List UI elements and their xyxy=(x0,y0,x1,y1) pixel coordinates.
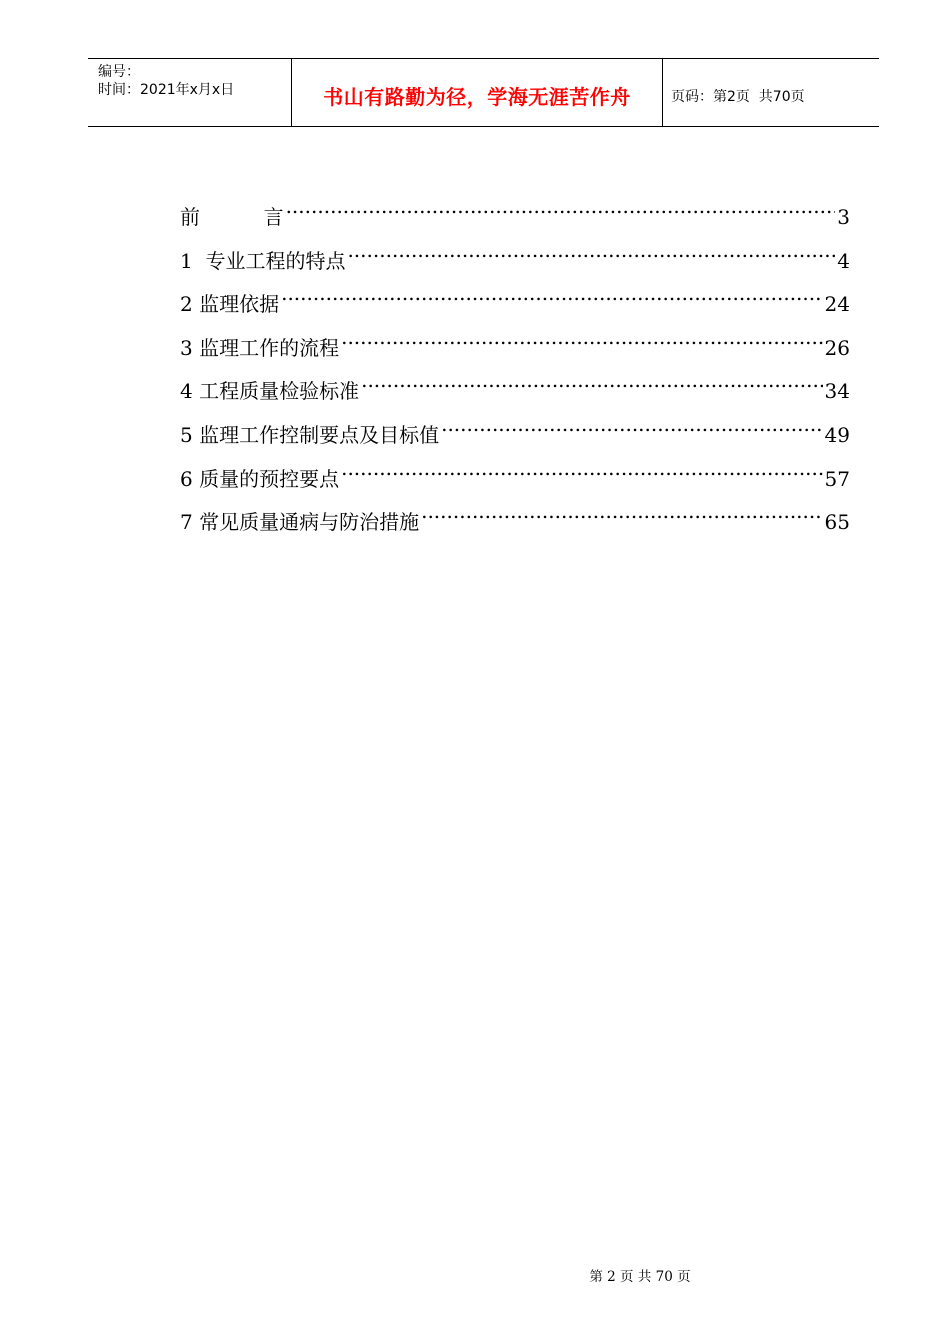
toc-leader-dots xyxy=(361,362,822,398)
toc-entry-title: 4 工程质量检验标准 xyxy=(180,379,360,404)
toc-entry-title: 7 常见质量通病与防治措施 xyxy=(180,510,420,535)
number-label: 编号： xyxy=(98,64,140,80)
toc-entry[interactable] xyxy=(180,275,850,319)
footer-page-number: 第 2 页 共 70 页 xyxy=(589,1269,691,1285)
header-motto-cell xyxy=(291,59,663,126)
toc-leader-dots xyxy=(341,450,822,486)
toc-entry-page: 65 xyxy=(823,504,850,540)
toc-entry[interactable] xyxy=(180,362,850,406)
toc-entry-page: 34 xyxy=(823,373,850,409)
toc-entry-title: 前 言 xyxy=(180,205,284,229)
page-header xyxy=(88,58,879,127)
page-code-text: 页码：第2页 共70页 xyxy=(671,88,805,105)
toc-entry-page: 57 xyxy=(823,461,850,497)
toc-entry-page: 3 xyxy=(835,199,850,235)
toc-entry[interactable] xyxy=(180,450,850,494)
toc-entry[interactable] xyxy=(180,493,850,537)
toc-entry-page: 4 xyxy=(835,243,850,279)
toc-leader-dots xyxy=(421,493,822,529)
toc-entry-title: 1 专业工程的特点 xyxy=(180,248,346,273)
toc-entry-page: 26 xyxy=(823,330,850,366)
header-meta xyxy=(88,59,291,126)
toc-leader-dots xyxy=(286,188,836,224)
toc-leader-dots xyxy=(441,406,822,442)
toc-entry-title: 3 监理工作的流程 xyxy=(180,335,340,360)
header-page-code xyxy=(663,59,879,126)
toc-entry-page: 49 xyxy=(823,417,850,453)
time-label: 时间：2021年x月x日 xyxy=(98,82,235,98)
table-of-contents xyxy=(180,188,850,537)
toc-leader-dots xyxy=(341,319,822,355)
toc-entry[interactable] xyxy=(180,188,850,232)
toc-entry-title: 6 质量的预控要点 xyxy=(180,466,340,491)
toc-entry[interactable] xyxy=(180,406,850,450)
page-footer xyxy=(0,1265,950,1285)
toc-leader-dots xyxy=(281,275,822,311)
toc-entry-title: 5 监理工作控制要点及目标值 xyxy=(180,422,440,447)
toc-entry[interactable] xyxy=(180,232,850,276)
toc-leader-dots xyxy=(347,232,835,268)
toc-entry[interactable] xyxy=(180,319,850,363)
motto-text: 书山有路勤为径，学海无涯苦作舟 xyxy=(323,85,631,109)
toc-entry-page: 24 xyxy=(823,286,850,322)
toc-entry-title: 2 监理依据 xyxy=(180,292,280,317)
